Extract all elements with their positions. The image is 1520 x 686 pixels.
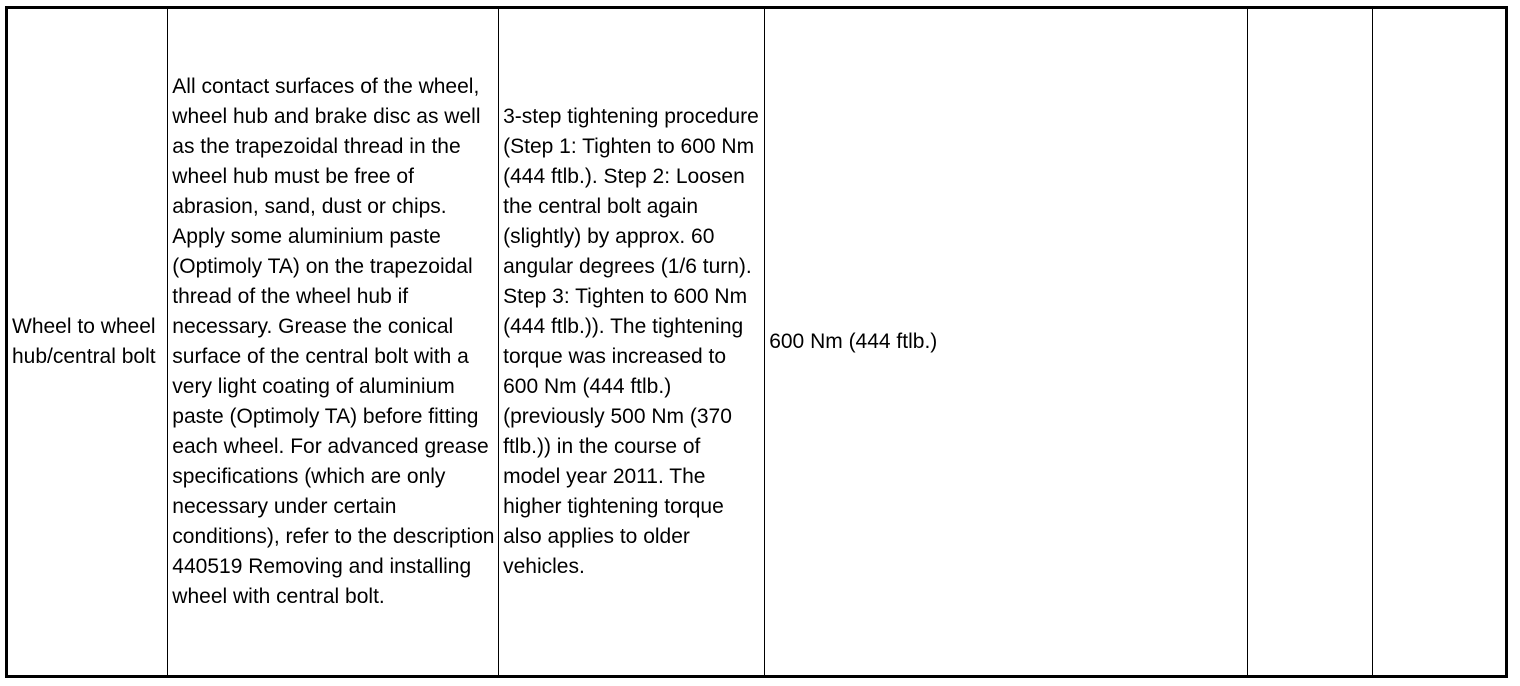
table-row: [7, 8, 1507, 677]
procedure-text: 3-step tightening procedure (Step 1: Tighten to 600 Nm (444 ftlb.). Step 2: Loosen the central bolt again (slightly) by approx. 60 angular degrees (1/6 turn). Step 3: Tighten to 600 Nm (444 ftlb.)). The tightening torque was increased to 600 Nm (444 ftlb.) (previously 500 Nm (370 ftlb.)) in the course of model year 2011. The higher tightening torque also applies to older vehicles.: [503, 105, 759, 578]
extra-cell-1: [1248, 8, 1373, 677]
component-text: Wheel to wheel hub/central bolt: [12, 315, 156, 368]
procedure-cell: [499, 8, 765, 677]
preparation-cell: [168, 8, 499, 677]
component-cell: [7, 8, 168, 677]
torque-value: 600 Nm (444 ftlb.): [769, 330, 938, 353]
torque-cell: [765, 8, 1248, 677]
extra-cell-2: [1373, 8, 1507, 677]
preparation-text: All contact surfaces of the wheel, wheel hub and brake disc as well as the trapezoidal thread in the wheel hub must be free of abrasion, sand, dust or chips. Apply some aluminium paste (Optimoly TA) on the trapezoidal thread of the wheel hub if necessary. Grease the conical surface of the central bolt with a very light coating of aluminium paste (Optimoly TA) before fitting each wheel. For advanced grease specifications (which are only necessary under certain conditions), refer to the description 440519 Removing and installing wheel with central bolt.: [172, 75, 495, 608]
torque-spec-table: [5, 6, 1508, 678]
